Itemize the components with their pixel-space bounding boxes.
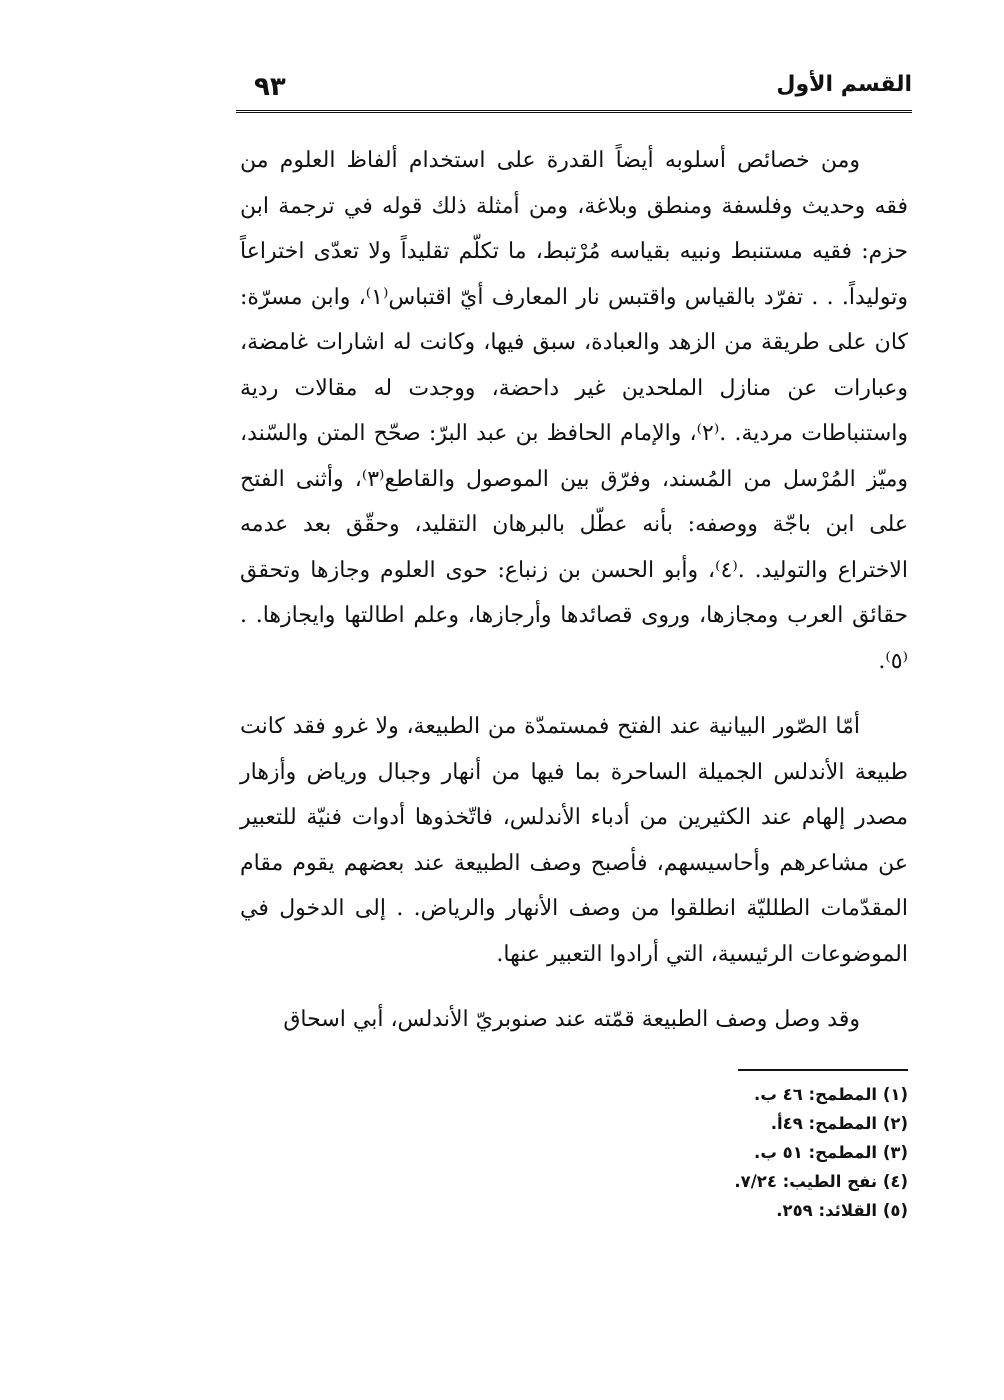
page-number: ٩٣	[254, 72, 286, 102]
paragraph-2: أمّا الصّور البيانية عند الفتح فمستمدّة من الطبيعة، ولا غرو فقد كانت طبيعة الأندلس الجميلة الساحرة بما فيها من أنهار وجبال ورياض وأزهار مصدر إلهام عند الكثيرين من أدباء الأندلس، فاتّخذوها أدوات فنيّة للتعبير عن مشاعرهم وأحاسيسهم، فأصبح وصف الطبيعة عند بعضهم يقوم مقام المقدّمات الطلليّة انطلقوا من وصف الأنهار والرياض. . إلى الدخول في الموضوعات الرئيسية، التي أرادوا التعبير عنها.	[240, 714, 908, 967]
footnote-1: (١) المطمح: ٤٦ ب.	[754, 1085, 908, 1104]
page-header	[236, 72, 912, 112]
paragraph-1: ومن خصائص أسلوبه أيضاً القدرة على استخدام ألفاظ العلوم من فقه وحديث وفلسفة ومنطق وبلاغة، ومن أمثلة ذلك قوله في ترجمة ابن حزم: فقيه مستنبط ونبيه بقياسه مُرْتبط، ما تكلّم تقليداً ولا تعدّى اختراعاً وتوليداً. . . تفرّد بالقياس واقتبس نار المعارف أيّ اقتباس⁽١⁾، وابن مسرّة: كان على طريقة من الزهد والعبادة، سبق فيها، وكانت له اشارات غامضة، وعبارات عن منازل الملحدين غير داحضة، ووجدت له مقالات ردية واستنباطات مردية. .⁽٢⁾، والإمام الحافظ بن عبد البرّ: صحّح المتن والسّند، وميّز المُرْسل من المُسند، وفرّق بين الموصول والقاطع⁽٣⁾، وأثنى الفتح على ابن باجّة ووصفه: بأنه عطّل بالبرهان التقليد، وحقّق بعد عدمه الاختراع والتوليد. .⁽٤⁾، وأبو الحسن بن زنباع: حوى العلوم وجازها وتحقق حقائق العرب ومجازها، وروى قصائدها وأرجازها، وعلم اطالتها وايجازها. .⁽٥⁾.	[240, 148, 909, 674]
body-text	[240, 138, 908, 1063]
footnote-4: (٤) نفح الطيب: ٧/٢٤.	[734, 1172, 908, 1191]
footnotes	[488, 1080, 908, 1225]
running-title: القسم الأول	[776, 72, 912, 97]
footnote-3: (٣) المطمح: ٥١ ب.	[754, 1143, 908, 1162]
footnote-2: (٢) المطمح: ٤٩أ.	[770, 1114, 908, 1133]
header-rule	[236, 110, 912, 113]
footnote-5: (٥) القلائد: ٢٥٩.	[776, 1201, 908, 1220]
footnote-rule	[738, 1069, 908, 1071]
paragraph-3: وقد وصل وصف الطبيعة قمّته عند صنوبريّ الأندلس، أبي اسحاق	[283, 1007, 860, 1032]
